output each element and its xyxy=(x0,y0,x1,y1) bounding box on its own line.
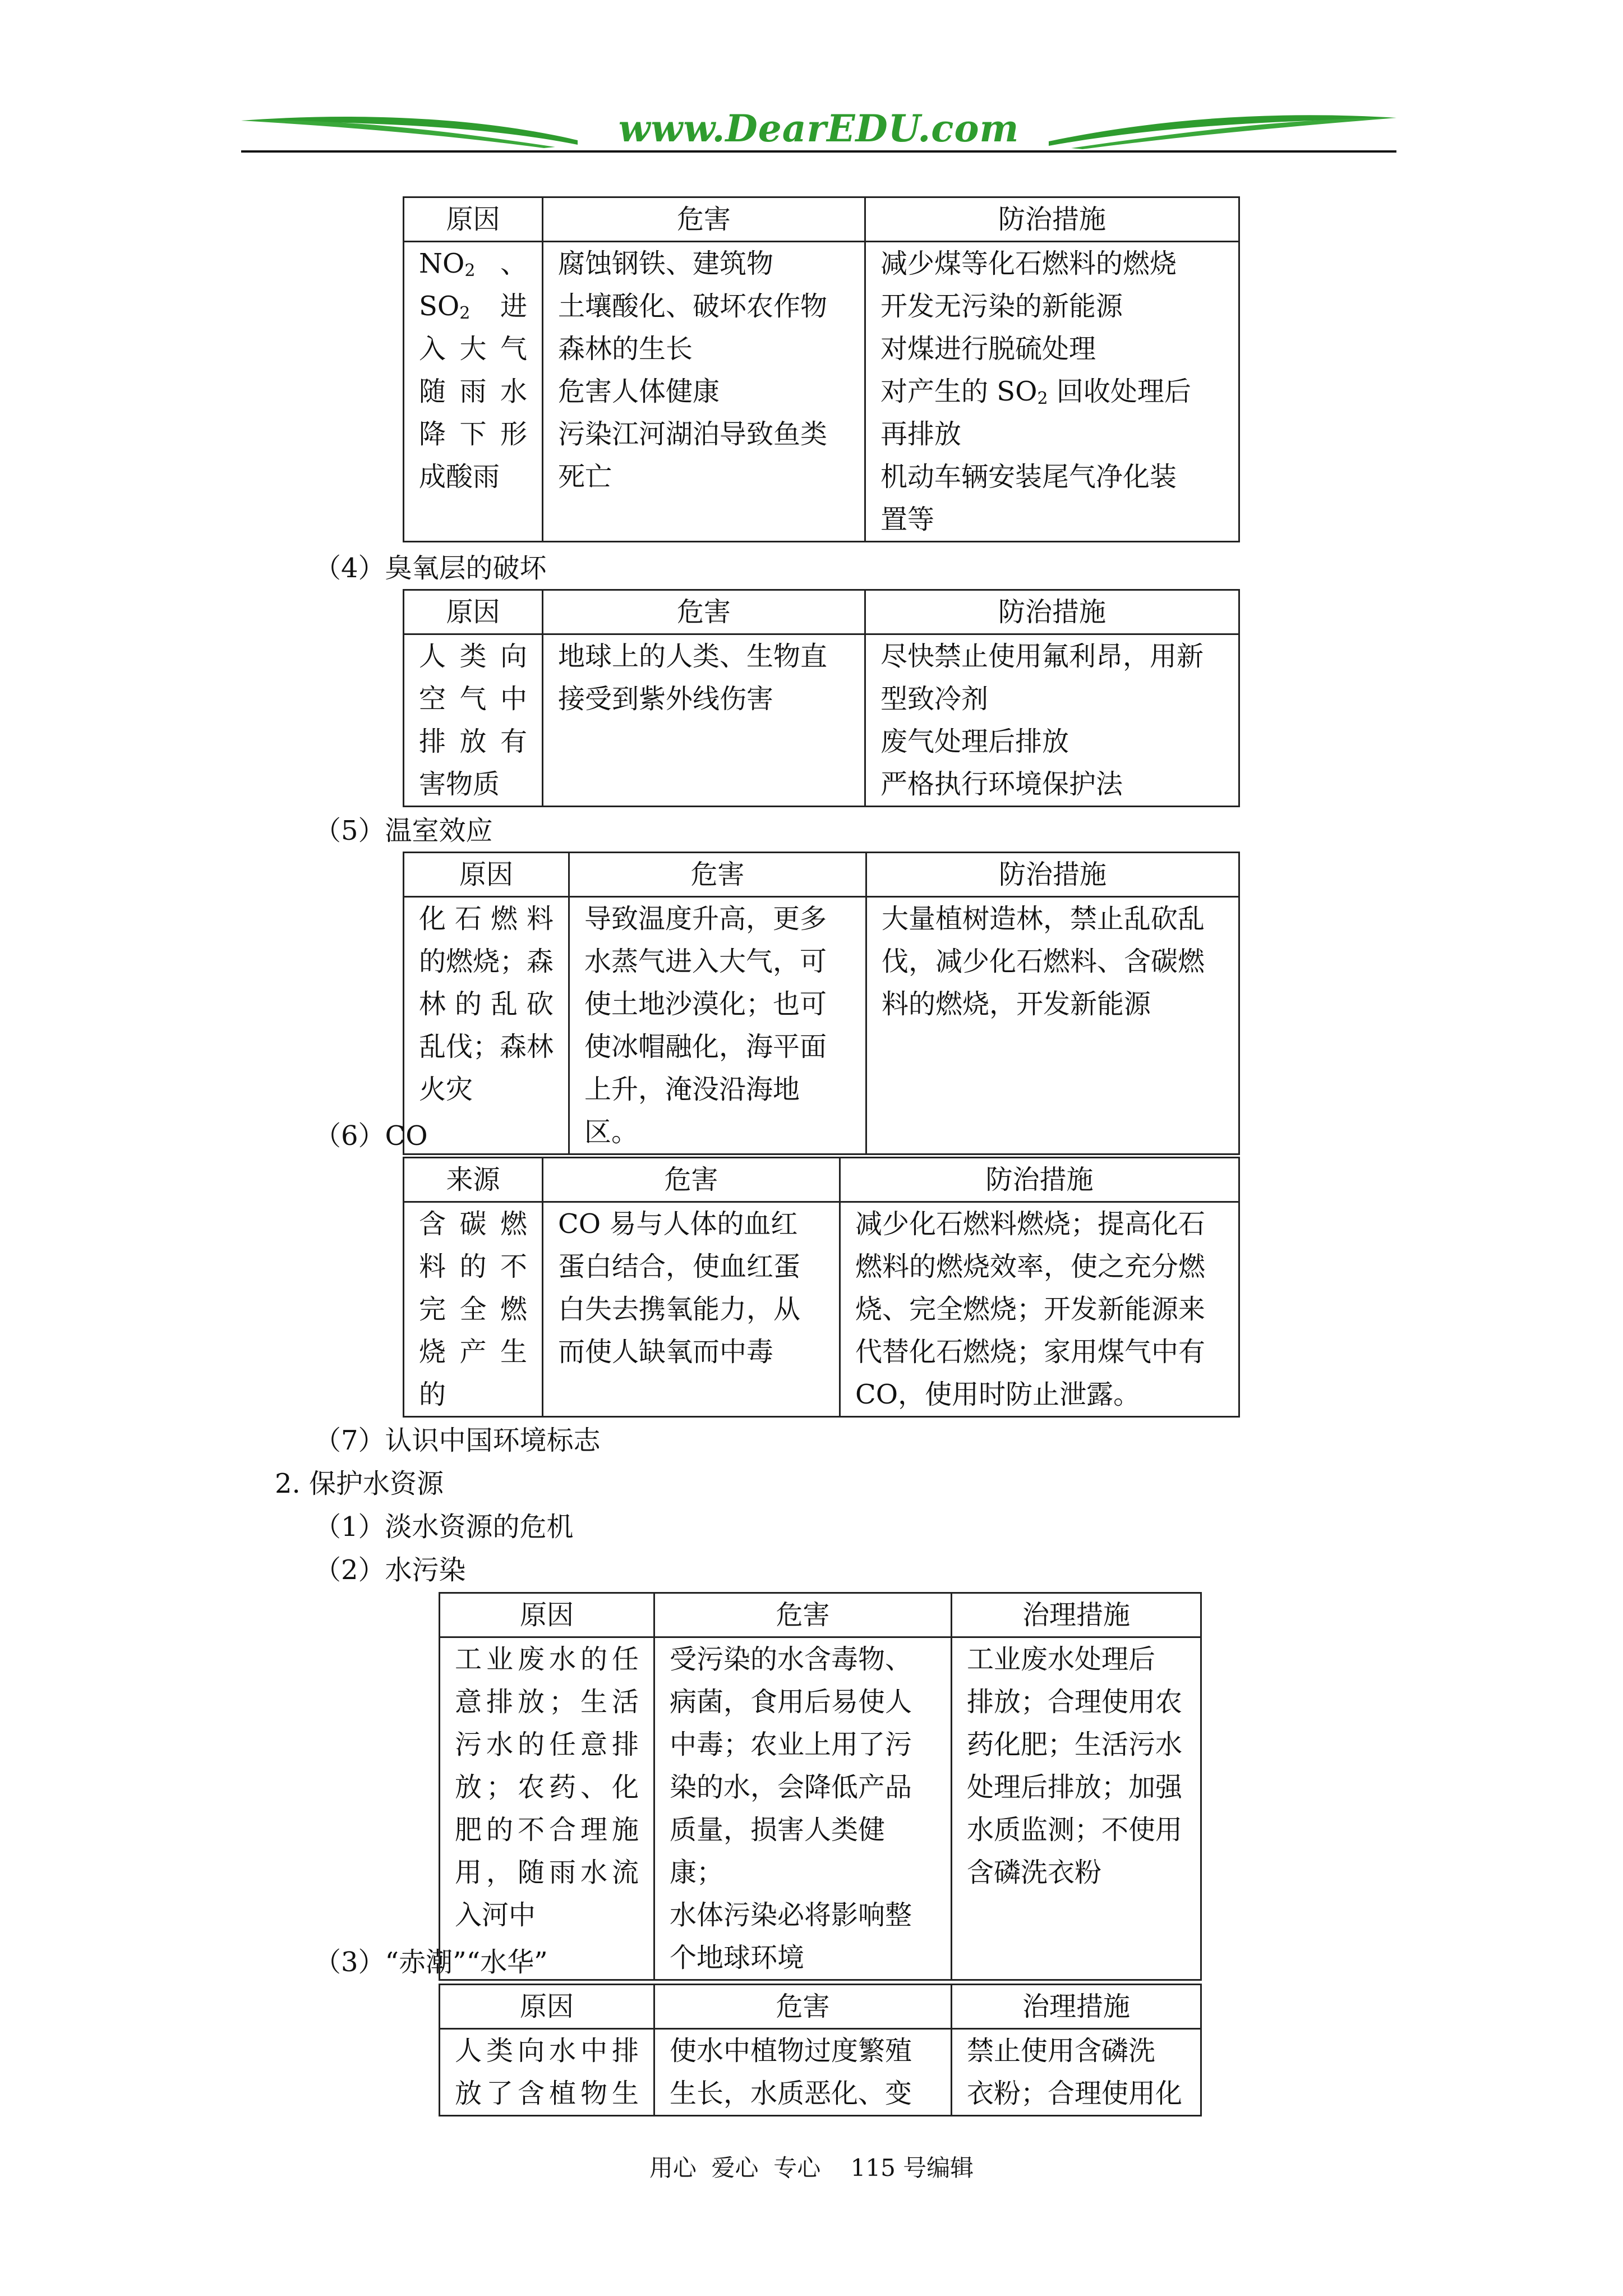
harm-cell xyxy=(543,242,865,542)
harm-line: 土壤酸化、破坏农作物 xyxy=(558,291,828,322)
measure-line: 水质监测；不使用 xyxy=(967,1814,1183,1846)
section-title: （2）水污染 xyxy=(314,1554,466,1586)
table-header-cell: 危害 xyxy=(543,197,865,242)
cause-cell xyxy=(404,634,543,807)
harm-cell xyxy=(654,1637,952,1980)
harm-line: 水蒸气进入大气，可 xyxy=(584,946,827,977)
cause-cell xyxy=(404,897,569,1154)
cause-line: 的燃烧；森 xyxy=(419,946,554,977)
cause-line: 污水的任意排 xyxy=(455,1729,639,1760)
table-header-cell: 原因 xyxy=(440,1985,654,2029)
section-title: （6）CO xyxy=(314,1120,428,1152)
site-header-banner xyxy=(241,101,1396,163)
harm-line: 森林的生长 xyxy=(558,333,693,365)
measure-cell xyxy=(865,634,1239,807)
measure-line: 禁止使用含磷洗 xyxy=(967,2035,1156,2067)
table-header-cell: 防治措施 xyxy=(865,197,1239,242)
cause-line: 放；农药、化 xyxy=(455,1772,639,1803)
harm-line: 受污染的水含毒物、 xyxy=(670,1644,912,1675)
cause-line: 排放有 xyxy=(419,726,527,757)
cause-line: 意排放；生活 xyxy=(455,1686,639,1718)
harm-line: 危害人体健康 xyxy=(558,376,720,407)
cause-line: 化石燃料 xyxy=(419,903,554,935)
measure-line: 燃料的燃烧效率，使之充分燃 xyxy=(855,1251,1206,1282)
table-header-cell: 防治措施 xyxy=(865,590,1239,634)
cause-line: 人类向水中排 xyxy=(455,2035,639,2067)
measure-line: 料的燃烧，开发新能源 xyxy=(882,988,1151,1020)
harm-line: 蛋白结合，使血红蛋 xyxy=(558,1251,801,1282)
measure-line: 代替化石燃烧；家用煤气中有 xyxy=(855,1336,1206,1368)
harm-line: 白失去携氧能力，从 xyxy=(558,1294,801,1325)
table-header-cell: 原因 xyxy=(404,590,543,634)
harm-line: 染的水，会降低产品 xyxy=(670,1772,912,1803)
water-pollution-table xyxy=(439,1592,1202,1981)
section-title: （7）认识中国环境标志 xyxy=(314,1425,601,1456)
measure-line: 减少化石燃料燃烧；提高化石 xyxy=(855,1208,1206,1240)
harm-line: 水体污染必将影响整 xyxy=(670,1899,912,1931)
cause-cell xyxy=(404,1202,543,1417)
measure-line: 伐，减少化石燃料、含碳燃 xyxy=(882,946,1205,977)
measure-line: 机动车辆安装尾气净化装 xyxy=(880,461,1177,493)
harm-line: CO 易与人体的血红 xyxy=(558,1208,798,1240)
harm-cell xyxy=(543,634,865,807)
cause-line: 入河中 xyxy=(455,1899,536,1931)
measure-line: 衣粉；合理使用化 xyxy=(967,2078,1183,2109)
harm-line: 接受到紫外线伤害 xyxy=(558,683,774,715)
cause-line: 人类向 xyxy=(419,641,527,672)
table-header-cell: 危害 xyxy=(543,1158,840,1202)
table-header-cell: 原因 xyxy=(404,197,543,242)
table-header-cell: 危害 xyxy=(543,590,865,634)
harm-line: 死亡 xyxy=(558,461,612,493)
cause-line: 害物质 xyxy=(419,769,500,800)
co-table xyxy=(403,1157,1240,1418)
measure-line: 型致冷剂 xyxy=(880,683,989,715)
harm-cell xyxy=(569,897,866,1154)
harm-line: 污染江河湖泊导致鱼类 xyxy=(558,418,828,450)
measure-line: 再排放 xyxy=(880,418,962,450)
cause-line: 空气中 xyxy=(419,683,527,715)
site-logo-text: www.DearEDU.com xyxy=(618,107,1020,150)
cause-line: 放了含植物生 xyxy=(455,2078,639,2109)
section-title: （4）臭氧层的破坏 xyxy=(314,553,547,584)
harm-line: 个地球环境 xyxy=(670,1942,805,1973)
section-title: （3）“赤潮”“水华” xyxy=(314,1947,548,1978)
harm-line: 中毒；农业上用了污 xyxy=(670,1729,912,1760)
measure-line: 置等 xyxy=(880,504,935,535)
harm-line: 导致温度升高，更多 xyxy=(584,903,827,935)
measure-line: 含磷洗衣粉 xyxy=(967,1857,1102,1888)
table-header-cell: 危害 xyxy=(654,1593,952,1637)
red-tide-table xyxy=(439,1984,1202,2116)
table-header-cell: 原因 xyxy=(404,853,569,897)
measure-line: 对产生的 $SO_2$ 回收处理后 xyxy=(880,376,1191,408)
cause-line: 用，随雨水流 xyxy=(455,1857,639,1888)
cause-line: 林的乱砍 xyxy=(419,988,554,1020)
table-header-cell: 治理措施 xyxy=(952,1985,1201,2029)
cause-line: 烧产生 xyxy=(419,1336,527,1368)
cause-line: 的 xyxy=(419,1379,446,1410)
table-header-cell: 防治措施 xyxy=(866,853,1239,897)
table-header-cell: 治理措施 xyxy=(952,1593,1201,1637)
measure-line: 严格执行环境保护法 xyxy=(880,769,1123,800)
cause-line: 料的不 xyxy=(419,1251,527,1282)
measure-line: 排放；合理使用农 xyxy=(967,1686,1183,1718)
measure-line: 大量植树造林，禁止乱砍乱 xyxy=(882,903,1205,935)
harm-line: 病菌，食用后易使人 xyxy=(670,1686,912,1718)
cause-line: 工业废水的任 xyxy=(455,1644,639,1675)
measure-line: 开发无污染的新能源 xyxy=(880,291,1123,322)
measure-cell xyxy=(952,1637,1201,1980)
page-footer: 用心 爱心 专心 115 号编辑 xyxy=(649,2154,974,2182)
cause-line: 乱伐；森林 xyxy=(419,1031,554,1062)
harm-line: 地球上的人类、生物直 xyxy=(558,641,828,672)
harm-line: 使土地沙漠化；也可 xyxy=(584,988,827,1020)
acid-rain-table xyxy=(403,196,1240,542)
measure-cell xyxy=(865,242,1239,542)
measure-line: 药化肥；生活污水 xyxy=(967,1729,1183,1760)
measure-line: 减少煤等化石燃料的燃烧 xyxy=(880,248,1177,279)
harm-line: 质量，损害人类健康； xyxy=(670,1814,886,1888)
measure-line: 处理后排放；加强 xyxy=(967,1772,1183,1803)
table-header-cell: 原因 xyxy=(440,1593,654,1637)
cause-line: $SO_2$ 进 xyxy=(419,291,527,323)
cause-line: 降下形 xyxy=(419,418,527,450)
cause-line: 肥的不合理施 xyxy=(455,1814,639,1846)
measure-cell xyxy=(952,2029,1201,2116)
harm-line: 而使人缺氧而中毒 xyxy=(558,1336,774,1368)
header-divider xyxy=(241,150,1396,153)
cause-line: 含碳燃 xyxy=(419,1208,527,1240)
cause-line: 完全燃 xyxy=(419,1294,527,1325)
section-title: （1）淡水资源的危机 xyxy=(314,1511,574,1543)
measure-cell xyxy=(840,1202,1239,1417)
measure-line: 对煤进行脱硫处理 xyxy=(880,333,1096,365)
harm-line: 使水中植物过度繁殖 xyxy=(670,2035,912,2067)
cause-line: 成酸雨 xyxy=(419,461,500,493)
measure-cell xyxy=(866,897,1239,1154)
section-heading: 2. 保护水资源 xyxy=(275,1468,444,1499)
cause-cell xyxy=(440,2029,654,2116)
cause-cell xyxy=(440,1637,654,1980)
table-header-cell: 危害 xyxy=(654,1985,952,2029)
measure-line: 废气处理后排放 xyxy=(880,726,1069,757)
cause-line: 随雨水 xyxy=(419,376,527,407)
harm-line: 上升，淹没沿海地区。 xyxy=(584,1074,800,1148)
cause-line: 入大气 xyxy=(419,333,527,365)
cause-line: 火灾 xyxy=(419,1074,473,1105)
greenhouse-table xyxy=(403,852,1240,1155)
ozone-table xyxy=(403,589,1240,807)
cause-line: $NO_2$ 、 xyxy=(419,248,527,280)
harm-line: 使冰帽融化，海平面 xyxy=(584,1031,827,1062)
harm-cell xyxy=(543,1202,840,1417)
measure-line: CO，使用时防止泄露。 xyxy=(855,1379,1141,1410)
measure-line: 尽快禁止使用氟利昂，用新 xyxy=(880,641,1204,672)
measure-line: 烧、完全燃烧；开发新能源来 xyxy=(855,1294,1206,1325)
measure-line: 工业废水处理后 xyxy=(967,1644,1156,1675)
cause-cell xyxy=(404,242,543,542)
table-header-cell: 防治措施 xyxy=(840,1158,1239,1202)
table-header-cell: 来源 xyxy=(404,1158,543,1202)
harm-cell xyxy=(654,2029,952,2116)
section-title: （5）温室效应 xyxy=(314,815,493,846)
harm-line: 腐蚀钢铁、建筑物 xyxy=(558,248,774,279)
table-header-cell: 危害 xyxy=(569,853,866,897)
harm-line: 生长，水质恶化、变 xyxy=(670,2078,912,2109)
